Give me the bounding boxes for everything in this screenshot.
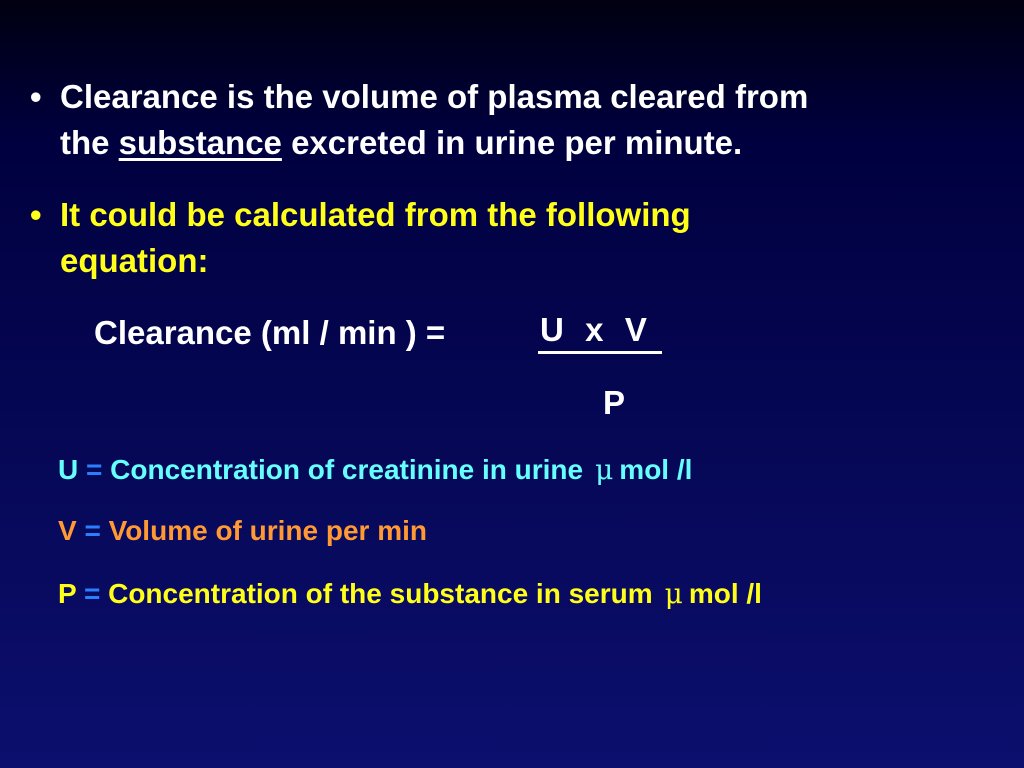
definition-text: Concentration of the substance in serum	[108, 578, 653, 609]
mu-symbol: μ	[664, 577, 683, 610]
bullet-line-2-pre: the	[60, 124, 119, 161]
bullet-line-1: It could be calculated from the following	[60, 196, 691, 233]
bullet-line-2-post: excreted in urine per minute.	[281, 124, 743, 161]
definition-equals: =	[86, 454, 103, 485]
bullet-dot: •	[30, 78, 42, 115]
mu-symbol: μ	[595, 453, 614, 486]
definition-unit: mol /l	[688, 578, 762, 609]
definition-v	[58, 515, 427, 547]
definition-equals: =	[84, 515, 101, 546]
definition-equals: =	[83, 578, 101, 609]
definition-unit: mol /l	[619, 454, 693, 485]
definition-symbol: P	[58, 578, 77, 609]
definition-symbol: U	[58, 454, 79, 485]
definition-symbol: V	[58, 515, 77, 546]
definition-u	[58, 453, 692, 486]
substance-underlined: substance	[118, 124, 282, 161]
equation-lhs: Clearance (ml / min ) =	[94, 314, 446, 351]
bullet-line-2	[60, 120, 742, 166]
definition-p	[58, 577, 762, 610]
bullet-line-1: Clearance is the volume of plasma cleared from	[60, 78, 809, 115]
equation-numerator: U x V	[540, 311, 648, 348]
bullet-dot: •	[30, 196, 42, 233]
equation-denominator: P	[603, 384, 626, 421]
bullet-line-2: equation:	[60, 242, 209, 279]
definition-text: Volume of urine per min	[108, 515, 428, 546]
fraction-bar	[538, 351, 662, 354]
definition-text: Concentration of creatinine in urine	[110, 454, 584, 485]
